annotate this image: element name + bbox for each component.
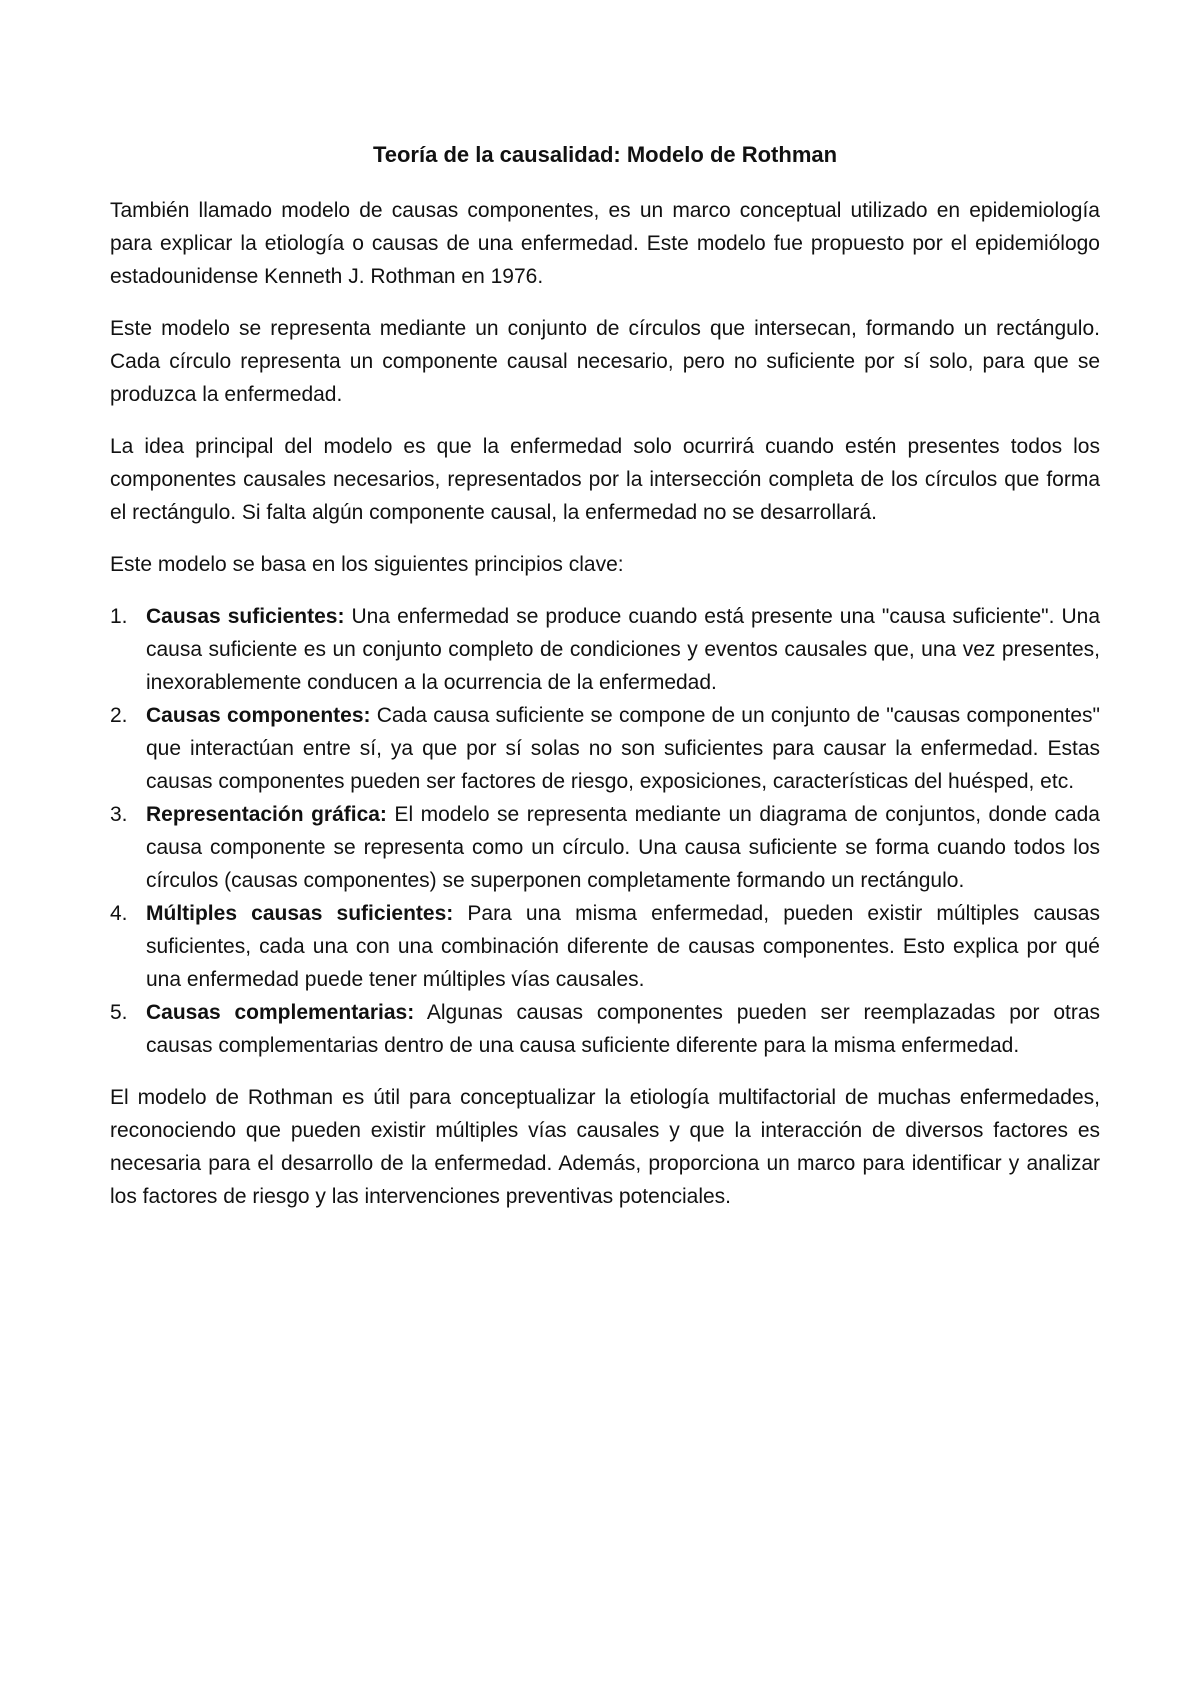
principle-text: Cada causa suficiente se compone de un conjunto de "causas componentes" que interactúan entre sí, ya que por sí solas no son suficientes para causar la enfermedad. Estas causas componentes pueden ser factores de riesgo, exposiciones, características del huésped, etc. — [146, 704, 1100, 793]
main-idea-paragraph: La idea principal del modelo es que la enfermedad solo ocurrirá cuando estén presentes todos los componentes causales necesarios, representados por la intersección completa de los círculos que forma el rectángulo. Si falta algún componente causal, la enfermedad no se desarrollará. — [110, 435, 1100, 524]
principle-term: Causas componentes: — [146, 704, 371, 727]
principle-item — [110, 897, 1100, 996]
principle-text: Una enfermedad se produce cuando está presente una "causa suficiente". Una causa suficiente es un conjunto completo de condiciones y eventos causales que, una vez presentes, inexorablemente conducen a la ocurrencia de la enfermedad. — [146, 605, 1101, 694]
principle-number: 1. — [110, 605, 128, 628]
principle-text: Para una misma enfermedad, pueden existir múltiples causas suficientes, cada una con una combinación diferente de causas componentes. Esto explica por qué una enfermedad puede tener múltiples vías causales. — [146, 902, 1100, 991]
principle-item — [110, 699, 1100, 798]
principle-text: Algunas causas componentes pueden ser reemplazadas por otras causas complementarias dentro de una causa suficiente diferente para la misma enfermedad. — [146, 1001, 1101, 1057]
document-page — [110, 140, 1100, 1232]
principle-term: Causas suficientes: — [146, 605, 345, 628]
principle-number: 2. — [110, 704, 128, 727]
representation-paragraph: Este modelo se representa mediante un conjunto de círculos que intersecan, formando un rectángulo. Cada círculo representa un componente causal necesario, pero no suficiente por sí solo, para que se produzca la enfermedad. — [110, 317, 1100, 406]
principles-intro-paragraph: Este modelo se basa en los siguientes principios clave: — [110, 553, 624, 576]
principle-term: Representación gráfica: — [146, 803, 387, 826]
principle-term: Múltiples causas suficientes: — [146, 902, 454, 925]
principle-text: El modelo se representa mediante un diagrama de conjuntos, donde cada causa componente se representa como un círculo. Una causa suficiente se forma cuando todos los círculos (causas componentes) se superponen completamente formando un rectángulo. — [146, 803, 1100, 892]
principles-list — [110, 600, 1100, 1062]
principle-item — [110, 798, 1100, 897]
principle-number: 4. — [110, 902, 128, 925]
document-title: Teoría de la causalidad: Modelo de Rothman — [372, 142, 838, 167]
principle-number: 5. — [110, 1001, 128, 1024]
conclusion-paragraph: El modelo de Rothman es útil para conceptualizar la etiología multifactorial de muchas enfermedades, reconociendo que pueden existir múltiples vías causales y que la interacción de diversos factores es necesaria para el desarrollo de la enfermedad. Además, proporciona un marco para identificar y analizar los factores de riesgo y las intervenciones preventivas potenciales. — [110, 1086, 1100, 1208]
principle-number: 3. — [110, 803, 128, 826]
principle-item — [110, 600, 1100, 699]
principle-term: Causas complementarias: — [146, 1001, 415, 1024]
principle-item — [110, 996, 1100, 1062]
intro-paragraph: También llamado modelo de causas componentes, es un marco conceptual utilizado en epidemiología para explicar la etiología o causas de una enfermedad. Este modelo fue propuesto por el epidemiólogo estadounidense Kenneth J. Rothman en 1976. — [110, 199, 1100, 288]
